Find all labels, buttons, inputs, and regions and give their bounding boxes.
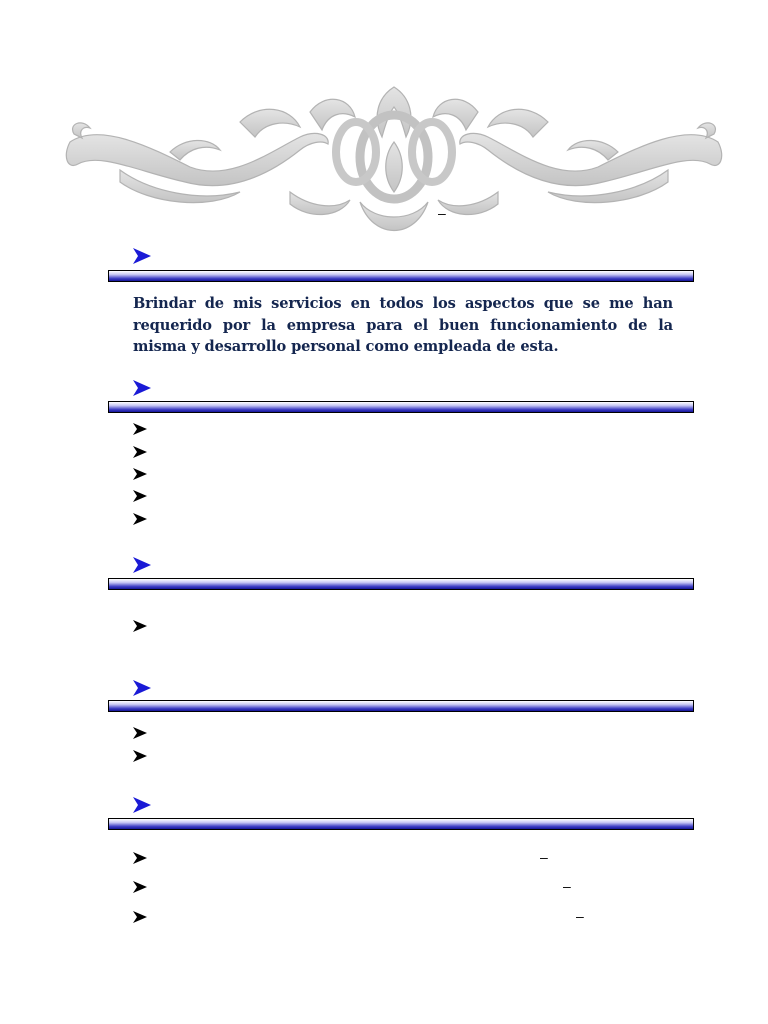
baroque-scroll-ornament-icon [60, 82, 728, 242]
bullet-arrow-icon [133, 513, 147, 525]
reference-dash: – [540, 849, 548, 865]
section-divider-bar [108, 401, 694, 413]
section-arrow-icon [133, 248, 151, 264]
bullet-arrow-icon [133, 468, 147, 480]
section-divider-bar [108, 270, 694, 282]
bullet-arrow-icon [133, 911, 147, 923]
bullet-arrow-icon [133, 446, 147, 458]
bullet-arrow-icon [133, 490, 147, 502]
section-arrow-icon [133, 797, 151, 813]
objective-text: Brindar de mis servicios en todos los aspectos que se me han requerido por la empresa para el buen funcionamiento de la misma y desarrollo personal como empleada de esta. [133, 295, 673, 355]
header-dash: – [438, 205, 446, 221]
section-arrow-icon [133, 680, 151, 696]
section-divider-bar [108, 578, 694, 590]
bullet-arrow-icon [133, 620, 147, 632]
bullet-arrow-icon [133, 852, 147, 864]
section-arrow-icon [133, 380, 151, 396]
section-divider-bar [108, 818, 694, 830]
bullet-arrow-icon [133, 727, 147, 739]
section-arrow-icon [133, 557, 151, 573]
reference-dash: – [563, 878, 571, 894]
bullet-arrow-icon [133, 750, 147, 762]
reference-dash: – [576, 908, 584, 924]
section-divider-bar [108, 700, 694, 712]
bullet-arrow-icon [133, 881, 147, 893]
bullet-arrow-icon [133, 423, 147, 435]
